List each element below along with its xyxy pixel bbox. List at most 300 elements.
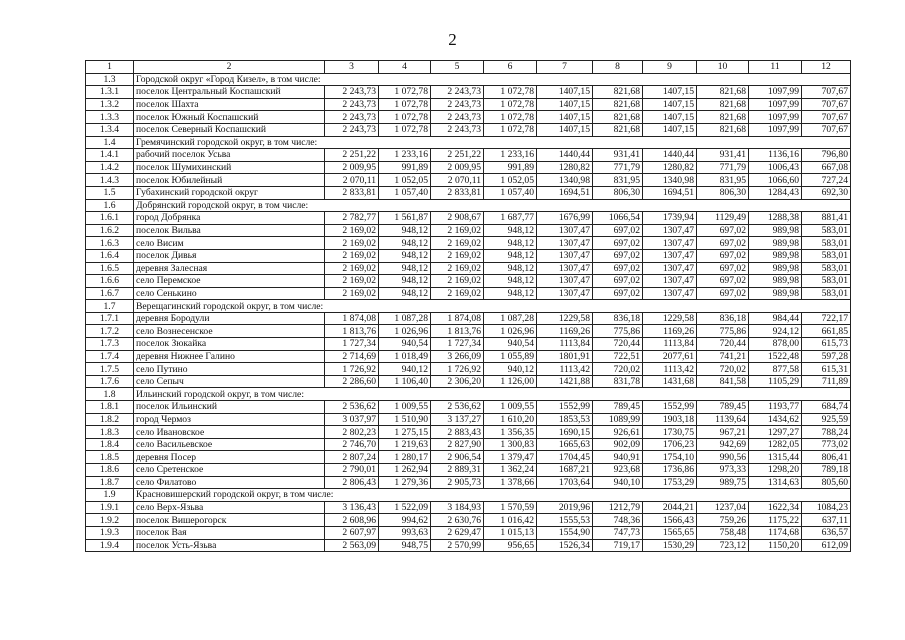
value-cell: 1 362,24 xyxy=(484,464,537,477)
value-cell: 1129,49 xyxy=(697,212,749,225)
value-cell: 1421,88 xyxy=(537,375,593,388)
value-cell: 2 251,22 xyxy=(431,149,484,162)
value-cell: 637,11 xyxy=(802,514,851,527)
value-cell: 1736,86 xyxy=(643,464,697,477)
value-cell: 973,33 xyxy=(697,464,749,477)
value-cell: 1522,48 xyxy=(749,350,802,363)
row-number: 1.7.4 xyxy=(86,350,134,363)
value-cell: 1407,15 xyxy=(537,111,593,124)
section-row xyxy=(86,300,851,313)
value-cell: 1407,15 xyxy=(643,111,697,124)
header-row xyxy=(86,61,851,74)
value-cell: 1280,82 xyxy=(643,161,697,174)
value-cell: 1 233,16 xyxy=(379,149,431,162)
value-cell: 925,59 xyxy=(802,413,851,426)
row-number: 1.7.3 xyxy=(86,338,134,351)
settlement-name: поселок Вая xyxy=(134,526,325,539)
row-number: 1.7.5 xyxy=(86,363,134,376)
value-cell: 1105,29 xyxy=(749,375,802,388)
value-cell: 583,01 xyxy=(802,275,851,288)
row-number: 1.8.3 xyxy=(86,426,134,439)
table-row xyxy=(86,86,851,99)
value-cell: 3 266,09 xyxy=(431,350,484,363)
value-cell: 1407,15 xyxy=(537,123,593,136)
value-cell: 948,12 xyxy=(379,224,431,237)
value-cell: 940,54 xyxy=(484,338,537,351)
section-row xyxy=(86,136,851,149)
value-cell: 902,09 xyxy=(593,438,643,451)
value-cell: 722,17 xyxy=(802,312,851,325)
tariff-table xyxy=(85,60,851,552)
value-cell: 1434,62 xyxy=(749,413,802,426)
value-cell: 1097,99 xyxy=(749,111,802,124)
table-row xyxy=(86,237,851,250)
value-cell: 1089,99 xyxy=(593,413,643,426)
value-cell: 1903,18 xyxy=(643,413,697,426)
section-number: 1.7 xyxy=(86,300,134,313)
table-row xyxy=(86,350,851,363)
value-cell: 948,12 xyxy=(379,249,431,262)
table-row xyxy=(86,451,851,464)
row-number: 1.6.5 xyxy=(86,262,134,275)
value-cell: 881,41 xyxy=(802,212,851,225)
value-cell: 697,02 xyxy=(593,224,643,237)
value-cell: 956,65 xyxy=(484,539,537,552)
value-cell: 1066,60 xyxy=(749,174,802,187)
value-cell: 2 243,73 xyxy=(431,123,484,136)
value-cell: 1 726,92 xyxy=(431,363,484,376)
value-cell: 2 169,02 xyxy=(431,224,484,237)
value-cell: 989,98 xyxy=(749,275,802,288)
value-cell: 2 889,31 xyxy=(431,464,484,477)
section-row xyxy=(86,489,851,502)
row-number: 1.3.2 xyxy=(86,98,134,111)
value-cell: 1307,47 xyxy=(537,275,593,288)
value-cell: 948,12 xyxy=(484,237,537,250)
value-cell: 1 009,55 xyxy=(484,401,537,414)
value-cell: 940,12 xyxy=(379,363,431,376)
value-cell: 990,56 xyxy=(697,451,749,464)
value-cell: 805,60 xyxy=(802,476,851,489)
header-cell: 2 xyxy=(134,61,325,74)
value-cell: 1 219,63 xyxy=(379,438,431,451)
value-cell: 1665,63 xyxy=(537,438,593,451)
settlement-name: поселок Вильва xyxy=(134,224,325,237)
value-cell: 2 905,73 xyxy=(431,476,484,489)
value-cell: 1066,54 xyxy=(593,212,643,225)
section-title: Гремячинский городской округ, в том числе: xyxy=(134,136,851,149)
value-cell: 1 379,47 xyxy=(484,451,537,464)
row-number: 1.8.2 xyxy=(86,413,134,426)
settlement-name: село Перемское xyxy=(134,275,325,288)
value-cell: 741,21 xyxy=(697,350,749,363)
table-row xyxy=(86,123,851,136)
section-title: Добрянский городской округ, в том числе: xyxy=(134,199,851,212)
value-cell: 1297,27 xyxy=(749,426,802,439)
value-cell: 1084,23 xyxy=(802,501,851,514)
value-cell: 1753,29 xyxy=(643,476,697,489)
settlement-name: город Добрянка xyxy=(134,212,325,225)
value-cell: 948,12 xyxy=(484,262,537,275)
row-number: 1.6.7 xyxy=(86,287,134,300)
value-cell: 1340,98 xyxy=(537,174,593,187)
value-cell: 707,67 xyxy=(802,123,851,136)
value-cell: 1 727,34 xyxy=(431,338,484,351)
value-cell: 723,12 xyxy=(697,539,749,552)
value-cell: 1314,63 xyxy=(749,476,802,489)
value-cell: 1 052,05 xyxy=(484,174,537,187)
value-cell: 612,09 xyxy=(802,539,851,552)
value-cell: 1 009,55 xyxy=(379,401,431,414)
value-cell: 1169,26 xyxy=(537,325,593,338)
value-cell: 775,86 xyxy=(697,325,749,338)
value-cell: 707,67 xyxy=(802,111,851,124)
value-cell: 720,02 xyxy=(593,363,643,376)
value-cell: 615,31 xyxy=(802,363,851,376)
value-cell: 1097,99 xyxy=(749,86,802,99)
value-cell: 1229,58 xyxy=(537,312,593,325)
value-cell: 2 607,97 xyxy=(325,526,379,539)
value-cell: 821,68 xyxy=(593,111,643,124)
value-cell: 597,28 xyxy=(802,350,851,363)
value-cell: 1690,15 xyxy=(537,426,593,439)
value-cell: 1694,51 xyxy=(537,186,593,199)
value-cell: 806,41 xyxy=(802,451,851,464)
row-number: 1.6.6 xyxy=(86,275,134,288)
table-row xyxy=(86,249,851,262)
settlement-name: поселок Шахта xyxy=(134,98,325,111)
value-cell: 727,24 xyxy=(802,174,851,187)
value-cell: 1622,34 xyxy=(749,501,802,514)
value-cell: 1136,16 xyxy=(749,149,802,162)
table-row xyxy=(86,174,851,187)
value-cell: 3 136,43 xyxy=(325,501,379,514)
settlement-name: село Висим xyxy=(134,237,325,250)
value-cell: 2 009,95 xyxy=(325,161,379,174)
value-cell: 821,68 xyxy=(697,86,749,99)
value-cell: 775,86 xyxy=(593,325,643,338)
value-cell: 1307,47 xyxy=(537,249,593,262)
row-number: 1.8.5 xyxy=(86,451,134,464)
value-cell: 697,02 xyxy=(697,275,749,288)
value-cell: 2 827,90 xyxy=(431,438,484,451)
value-cell: 1555,53 xyxy=(537,514,593,527)
value-cell: 989,98 xyxy=(749,287,802,300)
table-row xyxy=(86,325,851,338)
value-cell: 2 169,02 xyxy=(325,224,379,237)
value-cell: 1 727,34 xyxy=(325,338,379,351)
value-cell: 1 280,17 xyxy=(379,451,431,464)
settlement-name: поселок Вишерогорск xyxy=(134,514,325,527)
value-cell: 1 687,77 xyxy=(484,212,537,225)
row-number: 1.8.6 xyxy=(86,464,134,477)
value-cell: 1139,64 xyxy=(697,413,749,426)
row-number: 1.3.1 xyxy=(86,86,134,99)
value-cell: 636,57 xyxy=(802,526,851,539)
value-cell: 1552,99 xyxy=(643,401,697,414)
value-cell: 1706,23 xyxy=(643,438,697,451)
value-cell: 1694,51 xyxy=(643,186,697,199)
value-cell: 759,26 xyxy=(697,514,749,527)
value-cell: 697,02 xyxy=(697,249,749,262)
value-cell: 1739,94 xyxy=(643,212,697,225)
row-number: 1.6.3 xyxy=(86,237,134,250)
value-cell: 720,44 xyxy=(593,338,643,351)
value-cell: 1 726,92 xyxy=(325,363,379,376)
section-title: Городской округ «Город Кизел», в том числе: xyxy=(134,73,851,86)
value-cell: 1174,68 xyxy=(749,526,802,539)
row-number: 1.6.1 xyxy=(86,212,134,225)
value-cell: 1 072,78 xyxy=(484,111,537,124)
value-cell: 697,02 xyxy=(697,224,749,237)
value-cell: 1307,47 xyxy=(643,275,697,288)
row-number: 1.6.4 xyxy=(86,249,134,262)
value-cell: 1 026,96 xyxy=(379,325,431,338)
table-row xyxy=(86,426,851,439)
value-cell: 1676,99 xyxy=(537,212,593,225)
value-cell: 748,36 xyxy=(593,514,643,527)
value-cell: 940,91 xyxy=(593,451,643,464)
section-number: 1.6 xyxy=(86,199,134,212)
value-cell: 789,18 xyxy=(802,464,851,477)
row-number: 1.7.6 xyxy=(86,375,134,388)
table-row xyxy=(86,186,851,199)
row-number: 1.4.2 xyxy=(86,161,134,174)
value-cell: 2 169,02 xyxy=(431,275,484,288)
value-cell: 1193,77 xyxy=(749,401,802,414)
value-cell: 2 908,67 xyxy=(431,212,484,225)
value-cell: 948,12 xyxy=(379,262,431,275)
value-cell: 1 106,40 xyxy=(379,375,431,388)
value-cell: 2 806,43 xyxy=(325,476,379,489)
value-cell: 1703,64 xyxy=(537,476,593,489)
value-cell: 1 018,49 xyxy=(379,350,431,363)
value-cell: 788,24 xyxy=(802,426,851,439)
value-cell: 1 026,96 xyxy=(484,325,537,338)
value-cell: 967,21 xyxy=(697,426,749,439)
value-cell: 1 356,35 xyxy=(484,426,537,439)
value-cell: 1113,84 xyxy=(643,338,697,351)
row-number: 1.4.1 xyxy=(86,149,134,162)
value-cell: 836,18 xyxy=(593,312,643,325)
value-cell: 1407,15 xyxy=(643,98,697,111)
settlement-name: поселок Зюкайка xyxy=(134,338,325,351)
value-cell: 796,80 xyxy=(802,149,851,162)
value-cell: 2 536,62 xyxy=(325,401,379,414)
value-cell: 2 243,73 xyxy=(325,98,379,111)
section-number: 1.3 xyxy=(86,73,134,86)
value-cell: 948,12 xyxy=(379,275,431,288)
value-cell: 2 243,73 xyxy=(431,98,484,111)
value-cell: 2 833,81 xyxy=(431,186,484,199)
value-cell: 940,12 xyxy=(484,363,537,376)
value-cell: 1006,43 xyxy=(749,161,802,174)
value-cell: 1440,44 xyxy=(537,149,593,162)
value-cell: 1 275,15 xyxy=(379,426,431,439)
value-cell: 719,17 xyxy=(593,539,643,552)
value-cell: 1431,68 xyxy=(643,375,697,388)
value-cell: 2044,21 xyxy=(643,501,697,514)
value-cell: 926,61 xyxy=(593,426,643,439)
value-cell: 2 243,73 xyxy=(325,86,379,99)
value-cell: 1 087,28 xyxy=(379,312,431,325)
settlement-name: город Чермоз xyxy=(134,413,325,426)
value-cell: 1 057,40 xyxy=(484,186,537,199)
page-number: 2 xyxy=(448,30,457,49)
header-cell: 11 xyxy=(749,61,802,74)
value-cell: 1730,75 xyxy=(643,426,697,439)
value-cell: 583,01 xyxy=(802,224,851,237)
value-cell: 806,30 xyxy=(697,186,749,199)
value-cell: 583,01 xyxy=(802,287,851,300)
value-cell: 697,02 xyxy=(697,287,749,300)
settlement-name: село Васильевское xyxy=(134,438,325,451)
value-cell: 707,67 xyxy=(802,98,851,111)
table-row xyxy=(86,401,851,414)
value-cell: 1407,15 xyxy=(643,86,697,99)
row-number: 1.4.3 xyxy=(86,174,134,187)
value-cell: 948,12 xyxy=(484,224,537,237)
value-cell: 711,89 xyxy=(802,375,851,388)
value-cell: 1566,43 xyxy=(643,514,697,527)
table-row xyxy=(86,312,851,325)
settlement-name: поселок Центральный Коспашский xyxy=(134,86,325,99)
value-cell: 2 243,73 xyxy=(431,86,484,99)
header-cell: 12 xyxy=(802,61,851,74)
value-cell: 789,45 xyxy=(697,401,749,414)
value-cell: 697,02 xyxy=(697,262,749,275)
value-cell: 1097,99 xyxy=(749,123,802,136)
value-cell: 2 807,24 xyxy=(325,451,379,464)
value-cell: 821,68 xyxy=(593,86,643,99)
header-cell: 5 xyxy=(431,61,484,74)
settlement-name: село Сепыч xyxy=(134,375,325,388)
value-cell: 2 802,23 xyxy=(325,426,379,439)
value-cell: 2 608,96 xyxy=(325,514,379,527)
section-title: Верещагинский городской округ, в том числе: xyxy=(134,300,851,313)
value-cell: 2 629,47 xyxy=(431,526,484,539)
row-number: 1.9.2 xyxy=(86,514,134,527)
value-cell: 991,89 xyxy=(484,161,537,174)
value-cell: 1704,45 xyxy=(537,451,593,464)
value-cell: 924,12 xyxy=(749,325,802,338)
value-cell: 2 169,02 xyxy=(325,262,379,275)
value-cell: 2 169,02 xyxy=(325,275,379,288)
value-cell: 2 070,11 xyxy=(325,174,379,187)
table-row xyxy=(86,514,851,527)
value-cell: 821,68 xyxy=(697,111,749,124)
table-row xyxy=(86,98,851,111)
table-body xyxy=(86,61,851,552)
value-cell: 2 243,73 xyxy=(325,123,379,136)
settlement-name: село Верх-Язьва xyxy=(134,501,325,514)
table-row xyxy=(86,212,851,225)
value-cell: 2 906,54 xyxy=(431,451,484,464)
value-cell: 836,18 xyxy=(697,312,749,325)
value-cell: 989,75 xyxy=(697,476,749,489)
value-cell: 989,98 xyxy=(749,237,802,250)
value-cell: 1097,99 xyxy=(749,98,802,111)
value-cell: 821,68 xyxy=(697,98,749,111)
value-cell: 989,98 xyxy=(749,224,802,237)
value-cell: 989,98 xyxy=(749,262,802,275)
value-cell: 2 714,69 xyxy=(325,350,379,363)
value-cell: 1407,15 xyxy=(537,86,593,99)
value-cell: 2077,61 xyxy=(643,350,697,363)
value-cell: 2 169,02 xyxy=(431,249,484,262)
value-cell: 1 015,13 xyxy=(484,526,537,539)
value-cell: 667,08 xyxy=(802,161,851,174)
value-cell: 2 243,73 xyxy=(431,111,484,124)
row-number: 1.8.1 xyxy=(86,401,134,414)
value-cell: 1113,42 xyxy=(537,363,593,376)
value-cell: 1 813,76 xyxy=(431,325,484,338)
table-row xyxy=(86,501,851,514)
section-row xyxy=(86,199,851,212)
value-cell: 1280,82 xyxy=(537,161,593,174)
value-cell: 2 746,70 xyxy=(325,438,379,451)
value-cell: 1307,47 xyxy=(643,287,697,300)
value-cell: 1407,15 xyxy=(537,98,593,111)
value-cell: 2 169,02 xyxy=(325,249,379,262)
value-cell: 1307,47 xyxy=(643,262,697,275)
value-cell: 1687,21 xyxy=(537,464,593,477)
value-cell: 821,68 xyxy=(697,123,749,136)
settlement-name: деревня Залесная xyxy=(134,262,325,275)
settlement-name: село Филатово xyxy=(134,476,325,489)
value-cell: 2 169,02 xyxy=(431,237,484,250)
value-cell: 1 072,78 xyxy=(379,86,431,99)
settlement-name: поселок Северный Коспашский xyxy=(134,123,325,136)
value-cell: 1307,47 xyxy=(537,262,593,275)
value-cell: 1853,53 xyxy=(537,413,593,426)
section-row xyxy=(86,388,851,401)
value-cell: 692,30 xyxy=(802,186,851,199)
settlement-name: поселок Усть-Язьва xyxy=(134,539,325,552)
header-cell: 6 xyxy=(484,61,537,74)
settlement-name: Губахинский городской округ xyxy=(134,186,325,199)
value-cell: 2 009,95 xyxy=(431,161,484,174)
value-cell: 948,12 xyxy=(379,287,431,300)
value-cell: 771,79 xyxy=(593,161,643,174)
settlement-name: село Сенькино xyxy=(134,287,325,300)
value-cell: 878,00 xyxy=(749,338,802,351)
value-cell: 1 570,59 xyxy=(484,501,537,514)
header-cell: 7 xyxy=(537,61,593,74)
value-cell: 1526,34 xyxy=(537,539,593,552)
table-row xyxy=(86,438,851,451)
value-cell: 1 300,83 xyxy=(484,438,537,451)
value-cell: 948,12 xyxy=(484,249,537,262)
value-cell: 583,01 xyxy=(802,262,851,275)
value-cell: 707,67 xyxy=(802,86,851,99)
value-cell: 697,02 xyxy=(593,249,643,262)
table-row xyxy=(86,476,851,489)
value-cell: 1 052,05 xyxy=(379,174,431,187)
value-cell: 2 782,77 xyxy=(325,212,379,225)
value-cell: 1307,47 xyxy=(643,249,697,262)
header-cell: 10 xyxy=(697,61,749,74)
value-cell: 771,79 xyxy=(697,161,749,174)
settlement-name: поселок Ильинский xyxy=(134,401,325,414)
settlement-name: поселок Юбилейный xyxy=(134,174,325,187)
value-cell: 2 169,02 xyxy=(431,287,484,300)
value-cell: 1 072,78 xyxy=(379,123,431,136)
value-cell: 1 057,40 xyxy=(379,186,431,199)
value-cell: 720,44 xyxy=(697,338,749,351)
value-cell: 2 833,81 xyxy=(325,186,379,199)
value-cell: 1282,05 xyxy=(749,438,802,451)
